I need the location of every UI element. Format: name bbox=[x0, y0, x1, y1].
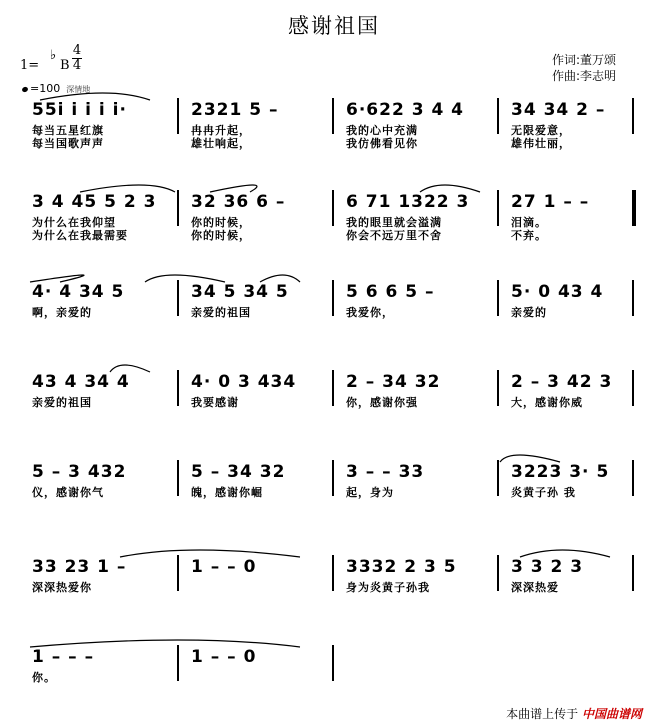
key-prefix: 1= bbox=[20, 58, 40, 73]
measure-notes: 5· 0 43 4 bbox=[511, 282, 604, 302]
composer: 作曲:李志明 bbox=[551, 69, 616, 83]
quarter-note-icon bbox=[21, 86, 28, 93]
tempo-expression: 深情地 bbox=[66, 85, 91, 94]
song-title: 感谢祖国 bbox=[288, 14, 380, 38]
lyric-line-1: 你。 bbox=[32, 671, 56, 684]
measure-notes: 3 3 2 3 bbox=[511, 557, 584, 577]
lyric-line-2: 雄壮响起， bbox=[191, 137, 251, 150]
slur bbox=[120, 550, 300, 557]
measure-notes: 5 – 3 432 bbox=[32, 462, 127, 482]
slur bbox=[80, 185, 175, 192]
lyric-line-1: 为什么在我仰望 bbox=[32, 216, 116, 229]
lyric-line-1: 魄，感谢你崛 bbox=[191, 486, 263, 499]
lyric-line-1: 仪，感谢你气 bbox=[32, 486, 104, 499]
slur bbox=[260, 275, 300, 282]
lyric-line-1: 炎黄子孙 我 bbox=[511, 486, 576, 499]
slur bbox=[30, 640, 300, 647]
lyric-line-1: 我要感谢 bbox=[191, 396, 239, 409]
measure-notes: 2321 5 – bbox=[191, 100, 279, 120]
lyric-line-1: 啊，亲爱的 bbox=[32, 306, 92, 319]
measure-notes: 2 – 3 42 3 bbox=[511, 372, 613, 392]
measure-notes: 5 – 34 32 bbox=[191, 462, 286, 482]
lyric-line-1: 冉冉升起， bbox=[191, 124, 251, 137]
lyricist: 作词:董万颂 bbox=[551, 53, 616, 67]
time-signature-top: 4 bbox=[72, 43, 82, 58]
measure-notes: 4· 0 3 434 bbox=[191, 372, 297, 392]
time-signature-bottom: 4 bbox=[72, 58, 82, 73]
lyric-line-2: 不弃。 bbox=[511, 229, 547, 242]
key-signature bbox=[20, 43, 82, 73]
lyric-line-1: 无限爱意， bbox=[511, 124, 571, 137]
lyric-line-2: 你会不远万里不舍 bbox=[346, 229, 442, 242]
slurs bbox=[0, 98, 668, 108]
lyric-line-1: 身为炎黄子孙我 bbox=[346, 581, 430, 594]
measure-notes: 55i i i i i· bbox=[32, 100, 127, 120]
lyric-line-1: 亲爱的 bbox=[511, 306, 547, 319]
key-note: B bbox=[60, 58, 70, 73]
measure-notes: 2 – 34 32 bbox=[346, 372, 441, 392]
measure-notes: 43 4 34 4 bbox=[32, 372, 130, 392]
slurs bbox=[0, 370, 668, 380]
slurs bbox=[0, 555, 668, 565]
lyric-line-2: 每当国歌声声 bbox=[32, 137, 104, 150]
lyric-line-1: 深深热爱 bbox=[511, 581, 559, 594]
lyric-line-1: 起，身为 bbox=[346, 486, 394, 499]
slur bbox=[500, 455, 560, 462]
footer bbox=[506, 705, 642, 722]
measure-notes: 1 – – 0 bbox=[191, 557, 257, 577]
measure-notes: 27 1 – – bbox=[511, 192, 590, 212]
slurs bbox=[0, 190, 668, 200]
slur bbox=[210, 185, 257, 192]
slur bbox=[145, 275, 225, 282]
credits bbox=[552, 52, 616, 84]
measure-notes: 6 71 1322 3 bbox=[346, 192, 470, 212]
slur bbox=[30, 275, 84, 282]
lyric-line-1: 深深热爱你 bbox=[32, 581, 92, 594]
lyric-line-2: 我仿佛看见你 bbox=[346, 137, 418, 150]
flat-symbol: ♭ bbox=[50, 48, 57, 63]
lyric-line-1: 亲爱的祖国 bbox=[191, 306, 251, 319]
measure-notes: 4· 4 34 5 bbox=[32, 282, 125, 302]
site-logo: 中国曲谱网 bbox=[581, 707, 642, 721]
measure-notes: 3 4 45 5 2 3 bbox=[32, 192, 157, 212]
lyric-line-1: 你，感谢你强 bbox=[346, 396, 418, 409]
lyric-line-1: 大，感谢你威 bbox=[511, 396, 583, 409]
slurs bbox=[0, 460, 668, 470]
measure-notes: 1 – – 0 bbox=[191, 647, 257, 667]
lyric-line-1: 你的时候， bbox=[191, 216, 251, 229]
measure-notes: 3332 2 3 5 bbox=[346, 557, 457, 577]
footer-text: 本曲谱上传于 bbox=[506, 707, 579, 721]
lyric-line-1: 我的心中充满 bbox=[346, 124, 418, 137]
lyric-line-1: 我的眼里就会溢满 bbox=[346, 216, 442, 229]
lyric-line-2: 雄伟壮丽， bbox=[511, 137, 571, 150]
measure-notes: 5 6 6 5 – bbox=[346, 282, 435, 302]
measure-notes: 3 – – 33 bbox=[346, 462, 425, 482]
lyric-line-1: 泪滴。 bbox=[511, 216, 547, 229]
slurs bbox=[0, 280, 668, 290]
time-signature bbox=[72, 44, 82, 73]
lyric-line-2: 为什么在我最需要 bbox=[32, 229, 128, 242]
lyric-line-1: 每当五星红旗 bbox=[32, 124, 104, 137]
measure-notes: 6·622 3 4 4 bbox=[346, 100, 465, 120]
measure-notes: 34 5 34 5 bbox=[191, 282, 289, 302]
measure-notes: 1 – – – bbox=[32, 647, 95, 667]
slur bbox=[110, 365, 150, 372]
slur bbox=[420, 185, 480, 192]
slurs bbox=[0, 645, 668, 655]
lyric-line-1: 我爱你， bbox=[346, 306, 394, 319]
tempo-value: =100 bbox=[30, 82, 61, 95]
measure-notes: 34 34 2 – bbox=[511, 100, 606, 120]
lyric-line-2: 你的时候， bbox=[191, 229, 251, 242]
slur bbox=[520, 550, 610, 557]
lyric-line-1: 亲爱的祖国 bbox=[32, 396, 92, 409]
measure-notes: 3223 3· 5 bbox=[511, 462, 610, 482]
measure-notes: 33 23 1 – bbox=[32, 557, 127, 577]
tempo-marking bbox=[22, 82, 90, 95]
measure-notes: 32 36 6 – bbox=[191, 192, 286, 212]
